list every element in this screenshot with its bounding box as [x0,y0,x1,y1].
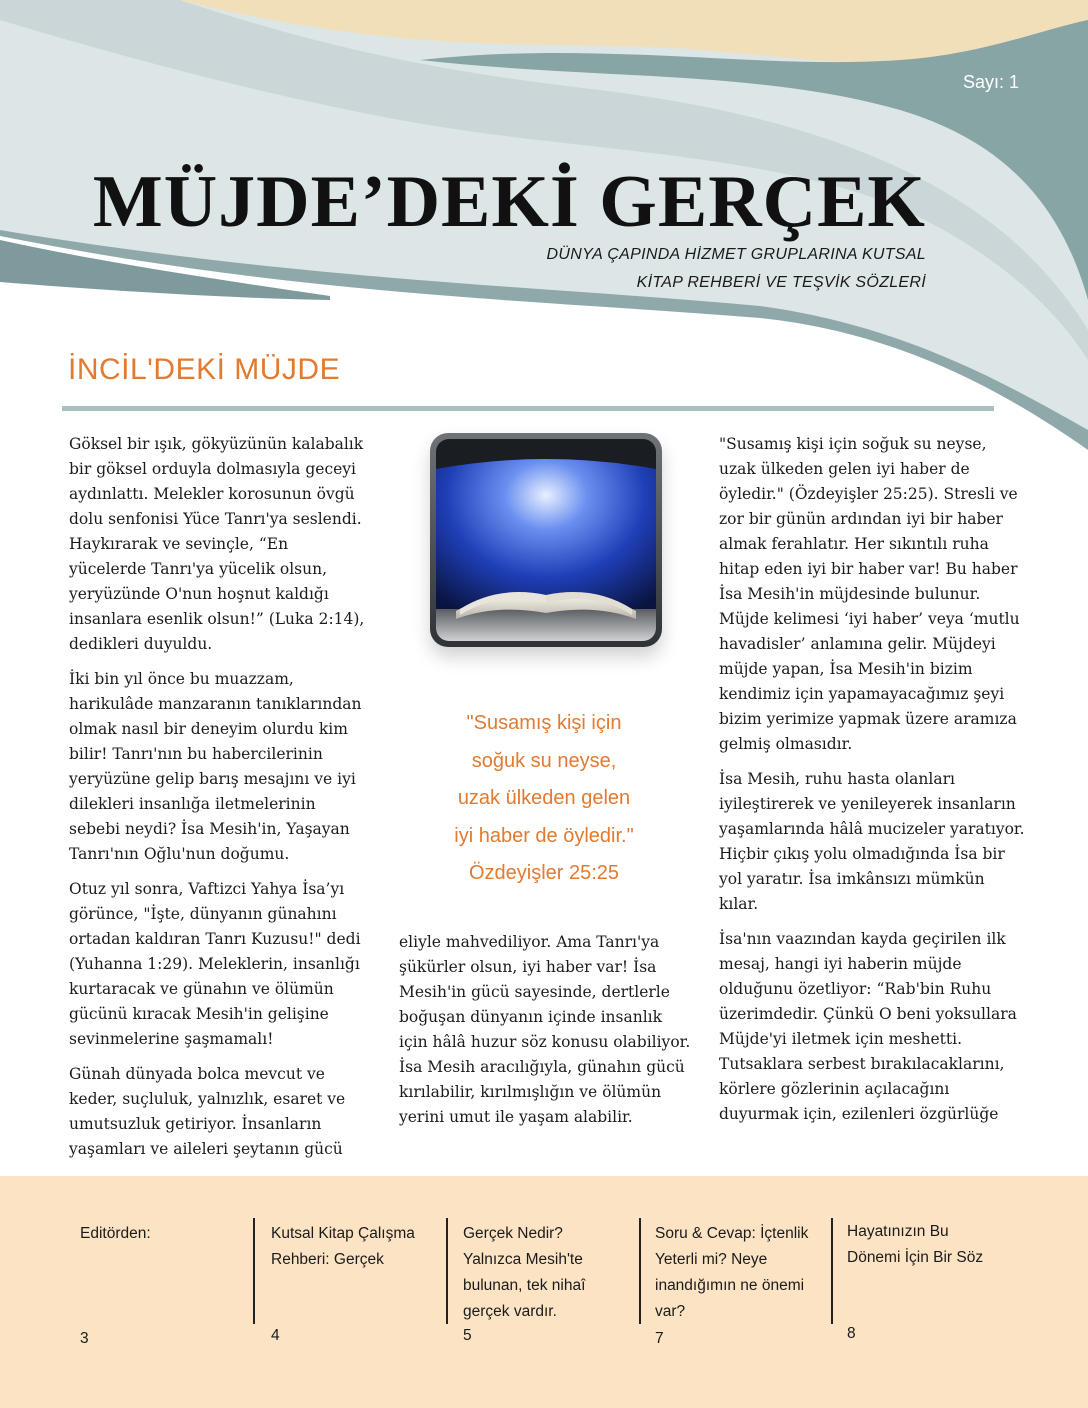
pull-quote-line: uzak ülkeden gelen [457,787,631,809]
pull-quote-line: "Susamış kişi için [466,712,622,734]
newsletter-title: MÜJDE’DEKİ GERÇEK [92,161,926,243]
toc-item-line: Yalnızca Mesih'te [463,1251,583,1268]
subtitle-line-1: DÜNYA ÇAPINDA HİZMET GRUPLARINA KUTSAL [546,246,926,263]
toc-divider [253,1218,255,1324]
toc-item-line: Soru & Cevap: İçtenlik [655,1225,809,1242]
pull-quote-reference: Özdeyişler 25:25 [468,862,620,884]
article-column-2 [399,930,691,1140]
toc-item-line: Rehberi: Gerçek [271,1251,384,1268]
toc-item-line: gerçek vardır. [463,1303,557,1320]
open-bible-icon [436,439,656,641]
toc-item-line: Dönemi İçin Bir Söz [847,1249,984,1266]
section-heading: İNCİL'DEKİ MÜJDE [68,353,341,386]
toc-item-what-is-truth[interactable] [463,1221,633,1325]
paragraph: Otuz yıl sonra, Vaftizci Yahya İsa’yı görünce, "İşte, dünyanın günahını ortadan kaldıran Tanrı Kuzusu!" dedi (Yuhanna 1:29). Meleklerin, insanlığı kurtaracak ve günahın ve ölümün gücünü kıracak Mesih'in gelişine sevinmelerine şaşmamalı! [69,880,361,1048]
article-column-3 [719,432,1025,1137]
toc-item-line: inandığımın ne önemi [655,1277,805,1294]
toc-page-number: 8 [847,1325,856,1342]
toc-divider [639,1218,641,1324]
paragraph: İsa'nın vaazından kayda geçirilen ilk mesaj, hangi iyi haberin müjde olduğunu özetliyor: “Rab'bin Ruhu üzerimdedir. Çünkü O beni yoksullara Müjde'yi iletmek için meshetti. Tutsaklara serbest bırakılacaklarını, körlere gözlerinin açılacağını duyurmak için, ezilenleri özgürlüğe [719,930,1017,1123]
toc-item-qa[interactable] [655,1221,827,1325]
pull-quote-line: iyi haber de öyledir." [454,824,634,847]
toc-page-number: 3 [80,1330,89,1347]
paragraph: İsa Mesih, ruhu hasta olanları iyileştirerek ve yenileyerek insanların yaşamlarında hâlâ mucizeler yaratıyor. Hiçbir çıkış yolu olmadığında İsa bir yol yaratır. İsa imkânsızı mümkün kılar. [719,770,1025,913]
section-divider [62,406,994,411]
paragraph: Günah dünyada bolca mevcut ve keder, suçluluk, yalnızlık, esaret ve umutsuzluk getiriyor. İnsanların yaşamları ve aileleri şeytanın gücü [69,1065,346,1158]
toc-item-line: Hayatınızın Bu [847,1223,949,1240]
toc-item-line: Editörden: [80,1225,151,1242]
toc-item-line: Yeterli mi? Neye [655,1251,768,1268]
paragraph: Göksel bir ışık, gökyüzünün kalabalık bir göksel orduyla dolmasıyla geceyi aydınlattı. Melekler korosunun övgü dolu senfonisi Yüce Tanrı'ya seslendi. Haykırarak ve sevinçle, “En yücelerde Tanrı'ya yücelik olsun, yeryüzünde O'nun hoşnut kaldığı insanlara esenlik olsun!” (Luka 2:14), dedikleri duyuldu. [69,435,365,653]
article-column-1 [69,432,369,1172]
toc-page-number: 4 [271,1327,280,1344]
subtitle-line-2: KİTAP REHBERİ VE TEŞVİK SÖZLERİ [636,274,926,291]
toc-page-number: 5 [463,1327,472,1344]
issue-number: Sayı: 1 [963,72,1020,92]
bible-image-frame [430,433,662,647]
toc-item-line: Kutsal Kitap Çalışma [271,1225,415,1242]
toc-item-line: bulunan, tek nihaî [463,1277,586,1294]
pull-quote [404,705,684,893]
toc-item-line: var? [655,1303,686,1320]
toc-item-line: Gerçek Nedir? [463,1225,563,1242]
pull-quote-line: soğuk su neyse, [471,749,617,772]
paragraph: İki bin yıl önce bu muazzam, harikulâde manzaranın tanıklarından olmak nasıl bir deneyim olurdu kim bilir! Tanrı'nın bu habercilerinin yeryüzüne gelip barış mesajını ve iyi dilekleri insanlığa iletmelerinin sebebi neydi? İsa Mesih'in, Yaşayan Tanrı'nın Oğlu'nun doğumu. [69,670,362,863]
toc-divider [446,1218,448,1324]
toc-divider [831,1218,833,1324]
toc-item-editor[interactable] [80,1221,245,1247]
toc-page-number: 7 [655,1330,664,1347]
toc-item-bible-study[interactable] [271,1221,441,1273]
paragraph: "Susamış kişi için soğuk su neyse, uzak ülkeden gelen iyi haber de öyledir." (Özdeyişler 25:25). Stresli ve zor bir günün ardından iyi bir haber almak ferahlatır. Her sıkıntılı ruha hitap eden iyi bir haber var! Bu haber İsa Mesih'in müjdesinde bulunur. Müjde kelimesi ‘iyi haber’ veya ‘mutlu havadisler’ anlamına gelir. Müjdeyi müjde yapan, İsa Mesih'in bizim kendimiz için yapamayacağımız şeyi bizim yerimize yapmak üzere aramıza gelmiş olmasıdır. [719,435,1020,753]
paragraph: eliyle mahvediliyor. Ama Tanrı'ya şükürler olsun, iyi haber var! İsa Mesih'in gücü sayesinde, dertlerle boğuşan dünyanın içinde insanlık için hâlâ huzur söz konusu olabiliyor. İsa Mesih aracılığıyla, günahın gücü kırılabilir, kırılmışlığın ve ölümün yerini umut ile yaşam alabilir. [399,933,691,1126]
toc-item-word-for-season[interactable] [847,1219,1027,1271]
